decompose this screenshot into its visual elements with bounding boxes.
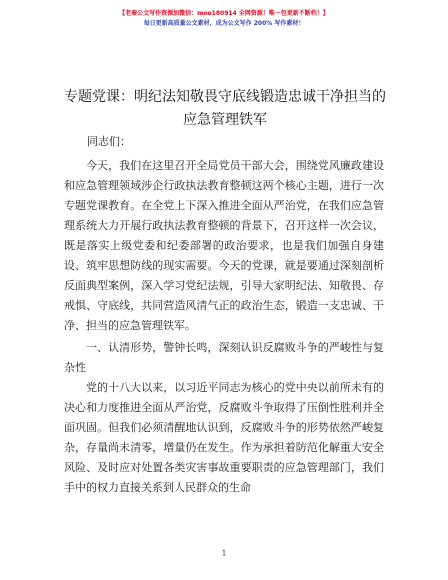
header-banner [0,9,448,29]
paragraph-body: 党的十八大以来，以习近平同志为核心的党中央以前所未有的决心和力度推进全面从严治党，反腐败斗争取得了压倒性胜利并全面巩固。但我们必须清醒地认识到，反腐败斗争的形势依然严峻复杂，存量尚未清零，增量仍在发生。作为承担着防范化解重大安全风险、及时应对处置各类灾害事故重要职责的应急管理部门，我们手中的权力直接关系到人民群众的生命 [64,381,384,494]
greeting: 同志们： [87,135,131,148]
banner-line-2: 每日更新高质量公文素材，成为公文写作 200% 写作素材！ [143,20,305,27]
section-heading: 一、认清形势，警钟长鸣，深刻认识反腐败斗争的严峻性与复杂性 [64,341,384,374]
page-number: 1 [221,549,227,558]
banner-line-1: 【老秦公文写作资源加微信：moo180914 全网资源！唯一包更新不断档！】 [119,10,329,17]
document-body [64,156,384,498]
paragraph-intro: 今天，我们在这里召开全局党员干部大会，围绕党风廉政建设和应急管理领域涉企行政执法教育整顿这两个核心主题，进行一次专题党课教育。在全党上下深入推进全面从严治党，在我们应急管理系统大力开展行政执法教育整顿的背景下，召开这样一次会议，既是落实上级党委和纪委部署的政治要求，也是我们加强自身建设、筑牢思想防线的现实需要。今天的党课，就是要通过深刻剖析反面典型案例，深入学习党纪法规，引导大家明纪法、知敬畏、存戒惧、守底线，共同营造风清气正的政治生态，锻造一支忠诚、干净、担当的应急管理铁军。 [64,159,384,332]
document-title: 专题党课：明纪法知敬畏守底线锻造忠诚干净担当的应急管理铁军 [64,89,386,128]
